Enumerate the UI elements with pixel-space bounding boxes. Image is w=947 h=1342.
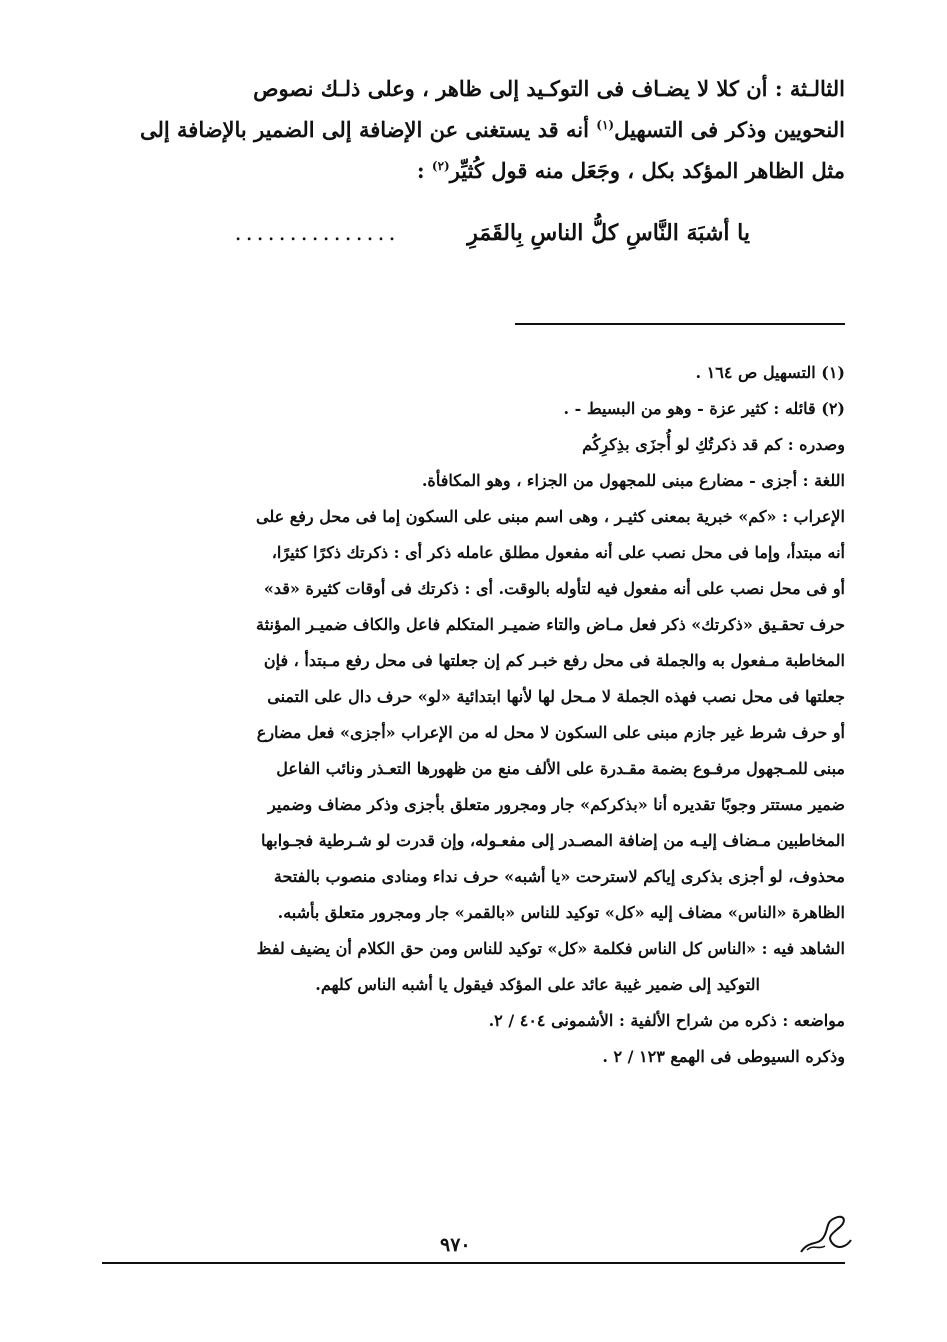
page-number: ٩٧٠ xyxy=(440,1234,471,1256)
main-line-3b: : xyxy=(416,158,425,183)
footnote-line-7: أو فى محل نصب على أنه مفعول فيه لتأوله بالوقت. أى : ذكرتك فى أوقات كثيرة «قد» xyxy=(263,579,845,598)
footnote-mark-2: (٢) xyxy=(431,159,450,173)
bottom-rule xyxy=(102,1262,845,1264)
footnote-line-1: (١) التسهيل ص ١٦٤ . xyxy=(695,363,845,382)
footnote-line-6: أنه مبتدأ، وإما فى محل نصب على أنه مفعول مطلق عامله ذكر أى : ذكرتك ذكرًا كثيرًا، xyxy=(271,543,845,562)
footnote-line-18: التوكيد إلى ضمير غيبة عائد على المؤكد فيقول يا أشبه الناس كلهم. xyxy=(315,975,760,994)
footnote-line-19: مواضعه : ذكره من شراح الألفية : الأشمونى ٤٠٤ / ٢. xyxy=(488,1011,845,1030)
footnote-line-14: المخاطبين مـضاف إليـه من إضافة المصـدر إلى مفعـوله، وإن قدرت لو شـرطية فجـوابها xyxy=(261,831,845,850)
footnote-line-3: وصدره : كم قد ذكرتُكِ لو أُجزَى بذِكرِكُم xyxy=(582,435,845,454)
footnote-mark-1: (١) xyxy=(596,118,615,132)
main-line-2b: أنه قد يستغنى عن الإضافة إلى الضمير بالإضافة إلى xyxy=(139,117,589,142)
main-line-3 xyxy=(100,148,845,189)
verse-text: يا أشبَهَ النَّاسِ كلُّ الناسِ بِالقَمَرِ xyxy=(467,220,750,246)
main-paragraph xyxy=(100,70,845,189)
footnote-line-20: وذكره السيوطى فى الهمع ١٢٣ / ٢ . xyxy=(602,1047,845,1066)
verse-ellipsis: ............... xyxy=(234,221,400,246)
footnote-line-13: ضمير مستتر وجوبًا تقديره أنا «بذكركم» جار ومجرور متعلق بأجزى وذكر مضاف وضمير xyxy=(268,795,845,814)
footnote-line-5: الإعراب : «كم» خبرية بمعنى كثيـر ، وهى اسم مبنى على السكون إما فى محل رفع على xyxy=(255,507,845,526)
main-line-1: الثالـثة : أن كلا لا يضـاف فى التوكـيد إلى ظاهر ، وعلى ذلـك نصوص xyxy=(253,76,845,101)
footnote-line-9: المخاطبة مـفعول به والجملة فى محل رفع خبـر كم إن جعلتها فى محل رفع مـبتدأ ، فإن xyxy=(263,651,845,670)
footnote-line-8: حرف تحقـيق «ذكرتك» ذكر فعل مـاض والتاء ضميـر المتكلم فاعل والكاف ضميـر المؤنثة xyxy=(256,615,845,634)
footnote-line-11: أو حرف شرط غير جازم مبنى على السكون لا محل له من الإعراب «أجزى» فعل مضارع xyxy=(256,723,845,742)
main-line-2 xyxy=(100,107,845,148)
footnote-line-17: الشاهد فيه : «الناس كل الناس فكلمة «كل» توكيد للناس ومن حق الكلام أن يضيف لفظ xyxy=(256,939,845,958)
footnote-line-4: اللغة : أجزى - مضارع مبنى للمجهول من الجزاء ، وهو المكافأة. xyxy=(421,471,845,490)
main-line-3a: مثل الظاهر المؤكد بكل ، وجَعَل منه قول كُثيِّر xyxy=(449,158,845,183)
signature-mark-icon xyxy=(795,1200,855,1260)
footnotes xyxy=(100,355,845,1075)
footnote-line-16: الظاهرة «الناس» مضاف إليه «كل» توكيد للناس «بالقمر» جار ومجرور متعلق بأشبه. xyxy=(277,903,845,922)
footnote-line-12: مبنى للمـجهول مرفـوع بضمة مقـدرة على الألف منع من ظهورها التعـذر ونائب الفاعل xyxy=(276,759,845,778)
footnote-separator xyxy=(515,323,845,325)
footnote-line-10: جعلتها فى محل نصب فهذه الجملة لا مـحل لها لأنها ابتدائية «لو» حرف دال على التمنى xyxy=(267,687,845,706)
footnote-line-15: محذوف، لو أجزى بذكرى إياكم لاسترحت «يا أشبه» حرف نداء ومنادى منصوب بالفتحة xyxy=(273,867,845,886)
main-line-2a: النحويين وذكر فى التسهيل xyxy=(614,117,845,142)
poetry-verse xyxy=(150,220,750,246)
footnote-line-2: (٢) قائله : كثير عزة - وهو من البسيط - . xyxy=(563,399,845,418)
